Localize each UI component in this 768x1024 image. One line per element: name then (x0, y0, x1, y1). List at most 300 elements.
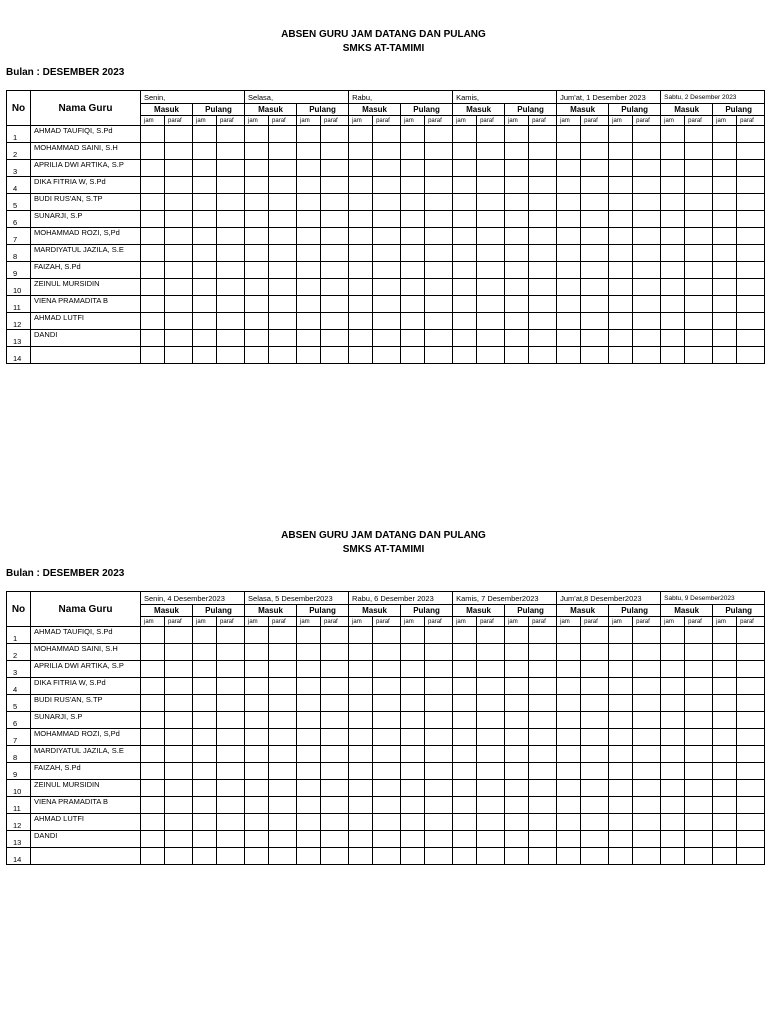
jam-cell[interactable] (713, 279, 737, 296)
paraf-cell[interactable] (425, 126, 453, 143)
paraf-cell[interactable] (425, 313, 453, 330)
jam-cell[interactable] (245, 763, 269, 780)
jam-cell[interactable] (609, 262, 633, 279)
jam-cell[interactable] (141, 831, 165, 848)
jam-cell[interactable] (661, 143, 685, 160)
jam-cell[interactable] (141, 678, 165, 695)
paraf-cell[interactable] (633, 695, 661, 712)
jam-cell[interactable] (297, 262, 321, 279)
paraf-cell[interactable] (633, 330, 661, 347)
paraf-cell[interactable] (581, 661, 609, 678)
paraf-cell[interactable] (581, 695, 609, 712)
jam-cell[interactable] (349, 211, 373, 228)
jam-cell[interactable] (401, 228, 425, 245)
paraf-cell[interactable] (373, 296, 401, 313)
paraf-cell[interactable] (217, 245, 245, 262)
jam-cell[interactable] (401, 678, 425, 695)
jam-cell[interactable] (297, 678, 321, 695)
jam-cell[interactable] (245, 695, 269, 712)
jam-cell[interactable] (505, 194, 529, 211)
jam-cell[interactable] (453, 729, 477, 746)
jam-cell[interactable] (713, 313, 737, 330)
paraf-cell[interactable] (321, 313, 349, 330)
paraf-cell[interactable] (217, 678, 245, 695)
jam-cell[interactable] (557, 330, 581, 347)
paraf-cell[interactable] (373, 797, 401, 814)
paraf-cell[interactable] (321, 126, 349, 143)
jam-cell[interactable] (609, 228, 633, 245)
paraf-cell[interactable] (581, 678, 609, 695)
jam-cell[interactable] (557, 160, 581, 177)
paraf-cell[interactable] (269, 780, 297, 797)
paraf-cell[interactable] (321, 245, 349, 262)
paraf-cell[interactable] (477, 279, 505, 296)
paraf-cell[interactable] (425, 211, 453, 228)
jam-cell[interactable] (245, 160, 269, 177)
paraf-cell[interactable] (425, 177, 453, 194)
jam-cell[interactable] (609, 712, 633, 729)
paraf-cell[interactable] (373, 279, 401, 296)
paraf-cell[interactable] (165, 177, 193, 194)
paraf-cell[interactable] (165, 695, 193, 712)
jam-cell[interactable] (557, 262, 581, 279)
paraf-cell[interactable] (529, 644, 557, 661)
jam-cell[interactable] (453, 228, 477, 245)
jam-cell[interactable] (349, 746, 373, 763)
paraf-cell[interactable] (477, 177, 505, 194)
paraf-cell[interactable] (581, 194, 609, 211)
jam-cell[interactable] (245, 746, 269, 763)
paraf-cell[interactable] (529, 848, 557, 865)
jam-cell[interactable] (245, 330, 269, 347)
jam-cell[interactable] (609, 211, 633, 228)
paraf-cell[interactable] (633, 245, 661, 262)
paraf-cell[interactable] (581, 712, 609, 729)
paraf-cell[interactable] (633, 763, 661, 780)
jam-cell[interactable] (141, 262, 165, 279)
jam-cell[interactable] (297, 228, 321, 245)
paraf-cell[interactable] (685, 126, 713, 143)
jam-cell[interactable] (505, 126, 529, 143)
paraf-cell[interactable] (529, 160, 557, 177)
paraf-cell[interactable] (737, 126, 765, 143)
paraf-cell[interactable] (737, 296, 765, 313)
paraf-cell[interactable] (269, 143, 297, 160)
paraf-cell[interactable] (321, 160, 349, 177)
jam-cell[interactable] (557, 143, 581, 160)
paraf-cell[interactable] (581, 644, 609, 661)
paraf-cell[interactable] (373, 160, 401, 177)
jam-cell[interactable] (141, 279, 165, 296)
jam-cell[interactable] (193, 644, 217, 661)
paraf-cell[interactable] (477, 797, 505, 814)
jam-cell[interactable] (193, 347, 217, 364)
paraf-cell[interactable] (217, 347, 245, 364)
jam-cell[interactable] (401, 644, 425, 661)
paraf-cell[interactable] (477, 831, 505, 848)
paraf-cell[interactable] (685, 160, 713, 177)
paraf-cell[interactable] (581, 797, 609, 814)
jam-cell[interactable] (193, 848, 217, 865)
paraf-cell[interactable] (165, 712, 193, 729)
paraf-cell[interactable] (581, 262, 609, 279)
jam-cell[interactable] (609, 763, 633, 780)
paraf-cell[interactable] (685, 313, 713, 330)
jam-cell[interactable] (661, 228, 685, 245)
jam-cell[interactable] (245, 661, 269, 678)
jam-cell[interactable] (453, 211, 477, 228)
jam-cell[interactable] (245, 797, 269, 814)
paraf-cell[interactable] (685, 712, 713, 729)
jam-cell[interactable] (193, 126, 217, 143)
paraf-cell[interactable] (529, 831, 557, 848)
jam-cell[interactable] (245, 627, 269, 644)
jam-cell[interactable] (557, 831, 581, 848)
jam-cell[interactable] (401, 763, 425, 780)
jam-cell[interactable] (557, 678, 581, 695)
jam-cell[interactable] (245, 678, 269, 695)
jam-cell[interactable] (453, 644, 477, 661)
jam-cell[interactable] (141, 746, 165, 763)
jam-cell[interactable] (713, 347, 737, 364)
paraf-cell[interactable] (269, 262, 297, 279)
jam-cell[interactable] (141, 296, 165, 313)
jam-cell[interactable] (661, 644, 685, 661)
paraf-cell[interactable] (425, 296, 453, 313)
jam-cell[interactable] (401, 143, 425, 160)
paraf-cell[interactable] (321, 228, 349, 245)
paraf-cell[interactable] (737, 814, 765, 831)
jam-cell[interactable] (401, 330, 425, 347)
paraf-cell[interactable] (529, 763, 557, 780)
paraf-cell[interactable] (165, 661, 193, 678)
paraf-cell[interactable] (737, 211, 765, 228)
paraf-cell[interactable] (425, 814, 453, 831)
paraf-cell[interactable] (373, 177, 401, 194)
jam-cell[interactable] (661, 763, 685, 780)
paraf-cell[interactable] (165, 330, 193, 347)
paraf-cell[interactable] (477, 194, 505, 211)
jam-cell[interactable] (557, 313, 581, 330)
jam-cell[interactable] (453, 143, 477, 160)
jam-cell[interactable] (713, 848, 737, 865)
paraf-cell[interactable] (425, 763, 453, 780)
paraf-cell[interactable] (633, 160, 661, 177)
paraf-cell[interactable] (321, 678, 349, 695)
paraf-cell[interactable] (581, 228, 609, 245)
jam-cell[interactable] (193, 831, 217, 848)
paraf-cell[interactable] (165, 160, 193, 177)
jam-cell[interactable] (245, 780, 269, 797)
jam-cell[interactable] (297, 313, 321, 330)
jam-cell[interactable] (193, 695, 217, 712)
paraf-cell[interactable] (633, 831, 661, 848)
paraf-cell[interactable] (269, 160, 297, 177)
jam-cell[interactable] (661, 695, 685, 712)
jam-cell[interactable] (713, 729, 737, 746)
jam-cell[interactable] (297, 279, 321, 296)
jam-cell[interactable] (661, 177, 685, 194)
paraf-cell[interactable] (269, 848, 297, 865)
jam-cell[interactable] (505, 644, 529, 661)
jam-cell[interactable] (401, 160, 425, 177)
jam-cell[interactable] (661, 729, 685, 746)
paraf-cell[interactable] (737, 627, 765, 644)
paraf-cell[interactable] (685, 211, 713, 228)
paraf-cell[interactable] (425, 627, 453, 644)
jam-cell[interactable] (713, 627, 737, 644)
paraf-cell[interactable] (269, 211, 297, 228)
paraf-cell[interactable] (321, 644, 349, 661)
paraf-cell[interactable] (633, 712, 661, 729)
paraf-cell[interactable] (529, 194, 557, 211)
paraf-cell[interactable] (477, 262, 505, 279)
jam-cell[interactable] (453, 797, 477, 814)
paraf-cell[interactable] (581, 143, 609, 160)
paraf-cell[interactable] (737, 831, 765, 848)
paraf-cell[interactable] (217, 831, 245, 848)
jam-cell[interactable] (401, 262, 425, 279)
jam-cell[interactable] (297, 330, 321, 347)
jam-cell[interactable] (713, 678, 737, 695)
paraf-cell[interactable] (477, 695, 505, 712)
paraf-cell[interactable] (269, 644, 297, 661)
jam-cell[interactable] (453, 347, 477, 364)
jam-cell[interactable] (193, 330, 217, 347)
paraf-cell[interactable] (477, 126, 505, 143)
paraf-cell[interactable] (737, 780, 765, 797)
jam-cell[interactable] (713, 330, 737, 347)
paraf-cell[interactable] (633, 848, 661, 865)
paraf-cell[interactable] (217, 746, 245, 763)
jam-cell[interactable] (557, 627, 581, 644)
jam-cell[interactable] (505, 627, 529, 644)
jam-cell[interactable] (245, 712, 269, 729)
paraf-cell[interactable] (321, 814, 349, 831)
paraf-cell[interactable] (529, 797, 557, 814)
paraf-cell[interactable] (373, 746, 401, 763)
jam-cell[interactable] (349, 126, 373, 143)
paraf-cell[interactable] (529, 729, 557, 746)
paraf-cell[interactable] (685, 143, 713, 160)
jam-cell[interactable] (401, 313, 425, 330)
paraf-cell[interactable] (477, 347, 505, 364)
paraf-cell[interactable] (633, 644, 661, 661)
paraf-cell[interactable] (685, 763, 713, 780)
paraf-cell[interactable] (581, 627, 609, 644)
jam-cell[interactable] (609, 160, 633, 177)
paraf-cell[interactable] (581, 177, 609, 194)
jam-cell[interactable] (141, 712, 165, 729)
paraf-cell[interactable] (685, 797, 713, 814)
paraf-cell[interactable] (217, 848, 245, 865)
jam-cell[interactable] (505, 262, 529, 279)
jam-cell[interactable] (557, 126, 581, 143)
jam-cell[interactable] (349, 313, 373, 330)
paraf-cell[interactable] (217, 661, 245, 678)
paraf-cell[interactable] (269, 763, 297, 780)
paraf-cell[interactable] (425, 746, 453, 763)
paraf-cell[interactable] (737, 712, 765, 729)
paraf-cell[interactable] (581, 831, 609, 848)
jam-cell[interactable] (609, 347, 633, 364)
jam-cell[interactable] (505, 143, 529, 160)
jam-cell[interactable] (505, 661, 529, 678)
paraf-cell[interactable] (581, 313, 609, 330)
jam-cell[interactable] (245, 296, 269, 313)
jam-cell[interactable] (193, 627, 217, 644)
paraf-cell[interactable] (373, 814, 401, 831)
paraf-cell[interactable] (321, 695, 349, 712)
paraf-cell[interactable] (321, 780, 349, 797)
paraf-cell[interactable] (217, 627, 245, 644)
jam-cell[interactable] (661, 313, 685, 330)
jam-cell[interactable] (297, 211, 321, 228)
jam-cell[interactable] (505, 746, 529, 763)
paraf-cell[interactable] (165, 848, 193, 865)
paraf-cell[interactable] (321, 347, 349, 364)
jam-cell[interactable] (713, 661, 737, 678)
paraf-cell[interactable] (529, 228, 557, 245)
paraf-cell[interactable] (477, 729, 505, 746)
jam-cell[interactable] (713, 763, 737, 780)
paraf-cell[interactable] (685, 746, 713, 763)
paraf-cell[interactable] (373, 848, 401, 865)
paraf-cell[interactable] (737, 228, 765, 245)
paraf-cell[interactable] (581, 780, 609, 797)
jam-cell[interactable] (453, 831, 477, 848)
jam-cell[interactable] (453, 160, 477, 177)
jam-cell[interactable] (349, 347, 373, 364)
jam-cell[interactable] (557, 814, 581, 831)
jam-cell[interactable] (141, 211, 165, 228)
jam-cell[interactable] (453, 763, 477, 780)
jam-cell[interactable] (245, 644, 269, 661)
jam-cell[interactable] (609, 296, 633, 313)
paraf-cell[interactable] (633, 347, 661, 364)
paraf-cell[interactable] (685, 262, 713, 279)
paraf-cell[interactable] (373, 211, 401, 228)
jam-cell[interactable] (349, 177, 373, 194)
jam-cell[interactable] (661, 160, 685, 177)
jam-cell[interactable] (609, 831, 633, 848)
jam-cell[interactable] (505, 763, 529, 780)
jam-cell[interactable] (349, 814, 373, 831)
jam-cell[interactable] (193, 279, 217, 296)
jam-cell[interactable] (609, 177, 633, 194)
paraf-cell[interactable] (685, 848, 713, 865)
paraf-cell[interactable] (737, 848, 765, 865)
jam-cell[interactable] (453, 661, 477, 678)
paraf-cell[interactable] (165, 797, 193, 814)
jam-cell[interactable] (401, 279, 425, 296)
jam-cell[interactable] (453, 262, 477, 279)
paraf-cell[interactable] (165, 780, 193, 797)
jam-cell[interactable] (141, 177, 165, 194)
paraf-cell[interactable] (373, 695, 401, 712)
paraf-cell[interactable] (217, 279, 245, 296)
paraf-cell[interactable] (373, 780, 401, 797)
jam-cell[interactable] (245, 245, 269, 262)
jam-cell[interactable] (297, 763, 321, 780)
jam-cell[interactable] (609, 661, 633, 678)
paraf-cell[interactable] (737, 160, 765, 177)
paraf-cell[interactable] (373, 126, 401, 143)
jam-cell[interactable] (401, 831, 425, 848)
paraf-cell[interactable] (165, 228, 193, 245)
jam-cell[interactable] (557, 763, 581, 780)
paraf-cell[interactable] (737, 194, 765, 211)
jam-cell[interactable] (141, 780, 165, 797)
jam-cell[interactable] (505, 211, 529, 228)
paraf-cell[interactable] (217, 330, 245, 347)
paraf-cell[interactable] (165, 814, 193, 831)
paraf-cell[interactable] (685, 228, 713, 245)
jam-cell[interactable] (453, 848, 477, 865)
paraf-cell[interactable] (269, 746, 297, 763)
paraf-cell[interactable] (737, 279, 765, 296)
paraf-cell[interactable] (165, 279, 193, 296)
paraf-cell[interactable] (373, 644, 401, 661)
jam-cell[interactable] (609, 678, 633, 695)
jam-cell[interactable] (557, 729, 581, 746)
paraf-cell[interactable] (581, 746, 609, 763)
paraf-cell[interactable] (165, 678, 193, 695)
paraf-cell[interactable] (269, 313, 297, 330)
jam-cell[interactable] (713, 296, 737, 313)
jam-cell[interactable] (661, 627, 685, 644)
jam-cell[interactable] (557, 279, 581, 296)
paraf-cell[interactable] (581, 763, 609, 780)
jam-cell[interactable] (245, 848, 269, 865)
paraf-cell[interactable] (165, 194, 193, 211)
paraf-cell[interactable] (425, 831, 453, 848)
jam-cell[interactable] (245, 313, 269, 330)
paraf-cell[interactable] (737, 797, 765, 814)
jam-cell[interactable] (713, 211, 737, 228)
jam-cell[interactable] (349, 797, 373, 814)
jam-cell[interactable] (349, 330, 373, 347)
jam-cell[interactable] (453, 177, 477, 194)
jam-cell[interactable] (661, 780, 685, 797)
jam-cell[interactable] (557, 644, 581, 661)
jam-cell[interactable] (193, 678, 217, 695)
jam-cell[interactable] (349, 831, 373, 848)
jam-cell[interactable] (141, 814, 165, 831)
paraf-cell[interactable] (529, 330, 557, 347)
paraf-cell[interactable] (425, 160, 453, 177)
paraf-cell[interactable] (477, 330, 505, 347)
paraf-cell[interactable] (165, 143, 193, 160)
jam-cell[interactable] (557, 848, 581, 865)
paraf-cell[interactable] (425, 279, 453, 296)
jam-cell[interactable] (401, 347, 425, 364)
jam-cell[interactable] (245, 347, 269, 364)
paraf-cell[interactable] (425, 848, 453, 865)
paraf-cell[interactable] (217, 143, 245, 160)
paraf-cell[interactable] (217, 814, 245, 831)
paraf-cell[interactable] (581, 848, 609, 865)
jam-cell[interactable] (401, 746, 425, 763)
jam-cell[interactable] (609, 126, 633, 143)
paraf-cell[interactable] (217, 211, 245, 228)
paraf-cell[interactable] (425, 143, 453, 160)
paraf-cell[interactable] (477, 780, 505, 797)
jam-cell[interactable] (141, 729, 165, 746)
jam-cell[interactable] (661, 126, 685, 143)
paraf-cell[interactable] (321, 330, 349, 347)
jam-cell[interactable] (297, 627, 321, 644)
